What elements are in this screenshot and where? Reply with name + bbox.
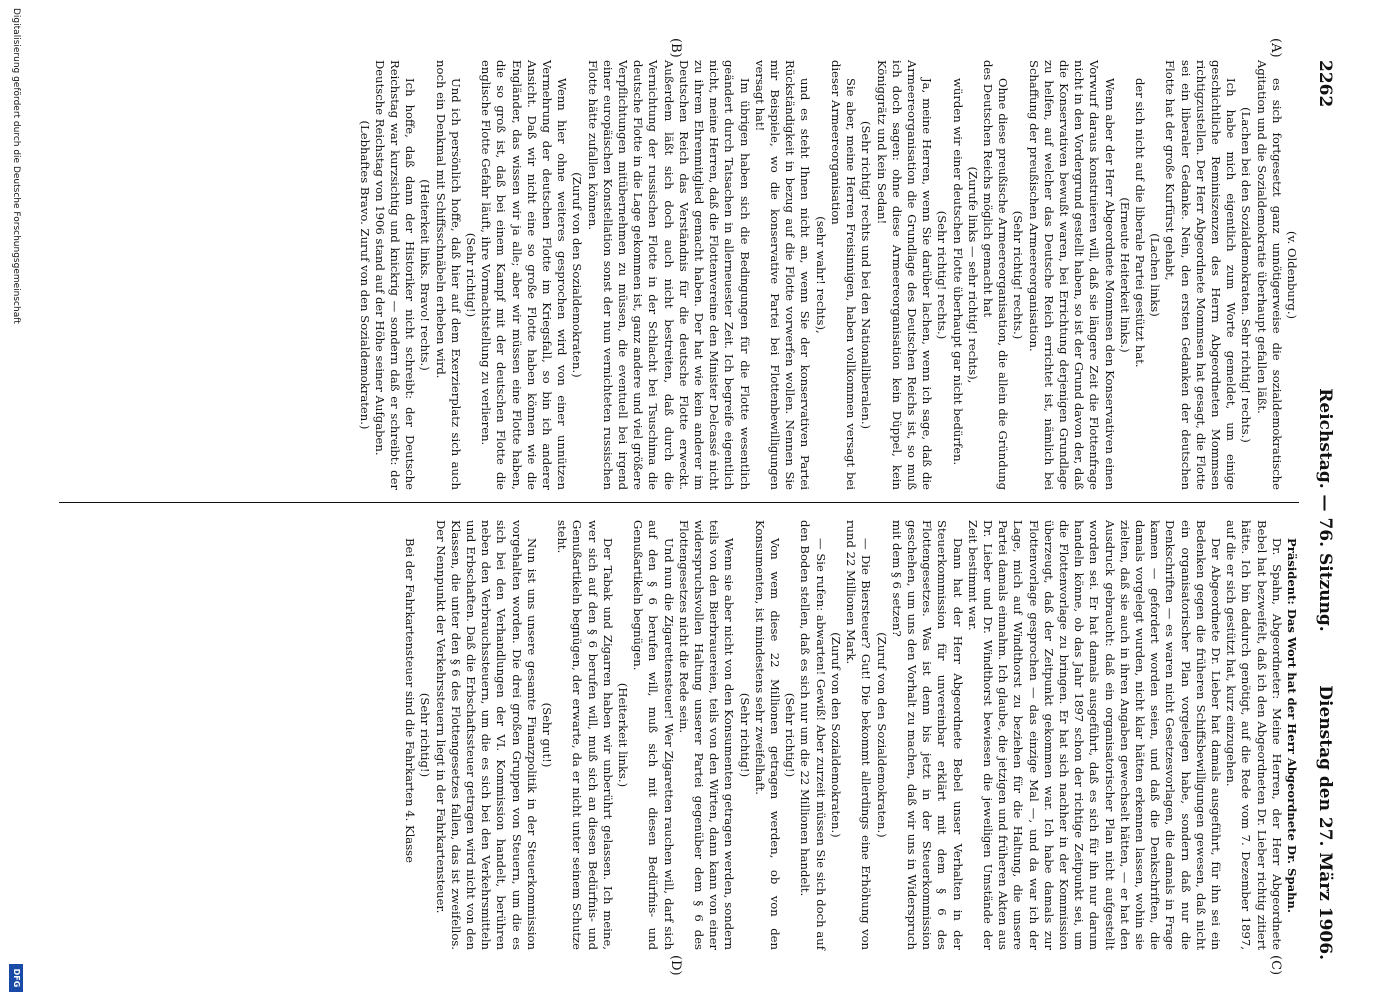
left-interjection: (Lebhaftes Bravo. Zuruf von den Sozialdemokraten.): [357, 120, 372, 430]
left-interjection: (Sehr richtig! rechts und bei den Nationalliberalen.): [859, 120, 874, 430]
left-column: [356, 60, 1299, 490]
right-interjection: (Sehr richtig!): [737, 692, 752, 778]
session-date: Dienstag den 27. März 1906.: [1315, 685, 1335, 960]
right-interjection: (Sehr gut!): [540, 702, 555, 768]
left-interjection: (Lachen links): [1148, 233, 1163, 317]
right-paragraph: Der Abgeordnete Dr. Lieber hat damals ausgeführt, für ihn sei ein Bedenken gegen die früheren Schiffsbewilligungen gewesen, daß nicht ein organisatorischer Plan vorgelegen habe, sondern daß nur die Denkschriften — es waren nicht Gesetzesvorlagen, die damals in Frage kamen — gefordert worden seien, und daß die Denkschriften, die damals vorgelegt wurden, nicht klar hätten erkennen lassen, wohin sie zielten, daß sie auch in ihren Angaben gewechselt hätten, — er hat den Ausdruck gebraucht: daß ein organisatorischer Plan nicht aufgestellt worden sei. Er hat damals ausgeführt, daß es sich für ihn nur darum handeln könne, ob das Jahr 1897 schon der richtige Zeitpunkt sei, um die Flottenvorlage zu bringen. Er hat sich nachher in der Kommission überzeugt, daß der Zeitpunkt gekommen war. Ich habe damals zur Flottenvorlage gesprochen — das einzige Mal —, und da war ich der Lage, mich auf Windthorst zu beziehen für die Haltung, die unsere Partei damals einnahm. Ich glaube, die jetzigen und früheren Akten aus Dr. Lieber und Dr. Windthorst bewiesen die jeweiligen Umstände der Zeit bestimmt war.: [965, 520, 1223, 950]
left-interjection: (Lachen bei den Sozialdemokraten. Sehr richtig! rechts.): [1239, 107, 1254, 443]
left-paragraph: Und ich persönlich hoffe, daß hier auf dem Exerzierplatz sich auch noch ein Denkmal mit Schiffsschnäbeln erheben wird.: [433, 60, 463, 490]
left-interjection: (Erneute Heiterkeit links.): [1117, 197, 1132, 353]
right-interjection: (Zuruf von den Sozialdemokraten.): [874, 632, 889, 838]
left-paragraph: Ich habe mich eigentlich zum Worte gemeldet, um einige geschichtliche Reminiszenzen des Herrn Abgeordneten Mommsen richtigzustellen. Der Herr Abgeordnete Mommsen hat gesagt, die Flotte sei ein liberaler Gedanke. Nein, den ersten Gedanken der deutschen Flotte hat der große Kurfürst gehabt,: [1163, 60, 1239, 490]
right-paragraph: Nun ist uns unsere gesamte Finanzpolitik in der Steuerkommission vorgehalten worden. Die drei großen Gruppen von Steuern, um die es sich bei den Verhandlungen der VI. Kommission handelt, berühren neben den Verbrauchssteuern, um die es sich bei den Verkehrsmitteln und Erbschaften. Daß die Erbschaftssteuer getragen wird nicht von den Klassen, die unter den § 6 des Flottengesetzes fallen, das ist zweifellos. Der Nennpunkt der Verkehrssteuern liegt in der Fahrkartensteuer.: [433, 520, 539, 950]
left-paragraph: Sie aber, meine Herren Freisinnigen, haben vollkommen versagt bei dieser Armeereorganisation: [828, 60, 859, 490]
left-interjection: (Zuruf von den Sozialdemokraten.): [570, 172, 585, 378]
column-divider: [59, 502, 1299, 503]
right-paragraph: Der Tabak und Zigarren haben wir unberührt gelassen. Ich meine, wer sich auf den § 6 berufen will, muß sich an diesen Bedürfnis- und Genußartikeln begnügen, der erwarte, da er nicht unter seinem Schutze steht.: [555, 520, 615, 950]
left-interjection: (Sehr richtig! rechts.): [1011, 210, 1026, 340]
left-paragraph: Wenn aber der Herr Abgeordnete Mommsen den Konservativen einen Vorwurf daraus konstruieren will, daß sie längere Zeit die Flottenfrage nicht in den Vordergrund gestellt haben, so ist der Grund davon der, daß die Konservativen bewußt waren, bei Errichtung derjenigen Grundlage zu helfen, auf welcher das Deutsche Reich errichtet ist, nämlich bei Schaffung der preußischen Armeereorganisation.: [1026, 60, 1117, 490]
page-header: [1303, 60, 1335, 960]
left-interjection: (Sehr richtig! rechts.): [935, 210, 950, 340]
funding-credit: Digitalisierung gefördert durch die Deutsche Forschungsgemeinschaft: [11, 8, 21, 324]
margin-marker-b: (B): [668, 38, 683, 58]
speaker-continuation: (v. Oldenburg.): [1285, 230, 1299, 320]
right-interjection: (Heiterkeit links.): [616, 682, 631, 788]
margin-marker-d: (D): [668, 955, 683, 976]
right-paragraph: Und nun die Zigarettensteuer! Wer Zigaretten rauchen will, darf sich auf den § 6 berufen will, muß sich mit diesen Bedürfnis- und Genußartikeln begnügen.: [631, 520, 676, 950]
left-interjection: (sehr wahr! rechts),: [813, 216, 828, 334]
right-paragraph: Wenn sie aber nicht von den Konsumenten getragen werden, sondern teils von den Bierbrauereien, teils von den Wirten, dann kann von einer widerspruchsvollen Haltung unserer Partei gegenüber dem § 6 des Flottengesetzes nicht die Rede sein.: [676, 520, 737, 950]
right-paragraph: — Sie rufen: abwarten! Gewiß! Aber zurzeit müssen Sie sich doch auf den Boden stellen, daß es sich nur um die 22 Millionen handelt.: [798, 520, 828, 950]
right-paragraph: Von wem diese 22 Millionen getragen werden, ob von den Konsumenten, ist mindestens sehr zweifelhaft.: [752, 520, 783, 950]
page-title: Reichstag. — 76. Sitzung.: [1315, 388, 1335, 632]
margin-marker-a: (A): [1268, 38, 1283, 58]
left-paragraph: und es steht Ihnen nicht an, wenn Sie der konservativen Partei Rückständigkeit in bezug auf die Flotte vorwerfen wollen. Nennen Sie mir Beispiele, wo die konservative Partei bei Flottenbewilligungen versagt hat!: [752, 60, 813, 490]
right-interjection: (Zuruf von den Sozialdemokraten.): [828, 632, 843, 838]
left-paragraph: der sich nicht auf die liberale Partei gestützt hat.: [1132, 78, 1147, 368]
left-paragraph: Ja, meine Herren, wenn Sie darüber lachen, wenn ich sage, daß die Armeereorganisation die Grundlage des Deutschen Reichs ist, so muß ich doch sagen: ohne diese Armeereorganisation kein Düppel, kein Königgrätz und kein Sedan!: [874, 60, 935, 490]
right-paragraph: Dann hat der Herr Abgeordnete Bebel unser Verhalten in der Steuerkommission für unvereinbar erklärt mit dem § 6 des Flottengesetzes. Was ist denn bis jetzt in der Steuerkommission geschehen, um uns den Vorhalt zu machen, daß wir uns in Widerspruch mit dem § 6 setzen?: [889, 520, 965, 950]
left-interjection: (Sehr richtig!): [464, 232, 479, 318]
left-paragraph: es sich fortgesetzt ganz unnötigerweise die sozialdemokratische Agitation und die Sozialdemokratie überhaupt gefallen läßt.: [1254, 60, 1284, 490]
right-paragraph: Bei der Fahrkartensteuer sind die Fahrkarten 4. Klasse: [403, 538, 418, 863]
left-paragraph: Ohne diese preußische Armeereorganisation, die allein die Gründung des Deutschen Reichs möglich gemacht hat: [980, 60, 1011, 490]
right-paragraph: Präsident: Das Wort hat der Herr Abgeordnete Dr. Spahn.: [1285, 538, 1299, 913]
page-number: 2262: [1315, 60, 1335, 108]
dfg-logo: DFG: [9, 964, 23, 992]
right-interjection: (Sehr richtig!): [783, 692, 798, 778]
left-interjection: (Zurufe links — sehr richtig! rechts),: [965, 166, 980, 384]
left-paragraph: Ich hoffe, daß dann der Historiker nicht schreibt: der Deutsche Reichstag war kurzsichtig und knickrig — sondern daß er schreibt: der Deutsche Reichstag von 1906 stand auf der Höhe seiner Aufgaben.: [372, 60, 418, 490]
right-paragraph: Dr. Spahn, Abgeordneter: Meine Herren, der Herr Abgeordnete Bebel hat bezweifelt, daß ich den Abgeordneten Dr. Lieber richtig zitiert hätte. Ich bin dadurch genötigt, auf die Rede vom 7. Dezember 1897, auf die er sich gestützt hat, kurz einzugehen.: [1224, 520, 1284, 950]
right-column: [402, 520, 1299, 950]
left-paragraph: Wenn hier ohne weiteres gesprochen wird von einer unnützen Vermehrung der deutschen Flotte im Kriegsfall, so bin ich anderer Ansicht. Daß wir nicht eine so große Flotte haben können wie die Engländer, das wissen wir ja alle; aber wir müssen eine Flotte haben, die so groß ist, daß bei einem Kampf mit der deutschen Flotte die englische Flotte Gefahr läuft, ihre Vormachtstellung zu verlieren.: [479, 60, 570, 490]
left-paragraph: Im übrigen haben sich die Bedingungen für die Flotte wesentlich geändert durch Tatsachen in allerneuester Zeit. Ich begreife eigentlich nicht, meine Herren, daß die Flottenvereine den Minister Delcassé nicht zu ihrem Ehrenmitglied gemacht haben. Der hat wie kein anderer im Deutschen Reich das Verständnis für die deutsche Flotte erweckt. Außerdem läßt sich doch auch nicht bestreiten, daß durch die Vernichtung der russischen Flotte in der Schlacht bei Tsuschima die deutsche Flotte in die Lage gekommen ist, ganz andere und viel größere Verpflichtungen mitübernehmen zu müssen, die eventuell bei irgend einer europäischen Konstellation sonst der nun vernichteten russischen Flotte hätte zufallen können.: [585, 60, 752, 490]
margin-marker-c: (C): [1268, 955, 1283, 976]
left-interjection: (Heiterkeit links. Bravo! rechts.): [418, 179, 433, 371]
left-paragraph: würden wir einer deutschen Flotte überhaupt gar nicht bedürfen.: [950, 78, 965, 466]
right-paragraph: — Die Biersteuer? Gut! Die bekommt allerdings eine Erhöhung von rund 22 Millionen Mark.: [844, 520, 874, 950]
page-footer: [3, 0, 23, 1000]
right-interjection: (Sehr richtig!): [418, 692, 433, 778]
